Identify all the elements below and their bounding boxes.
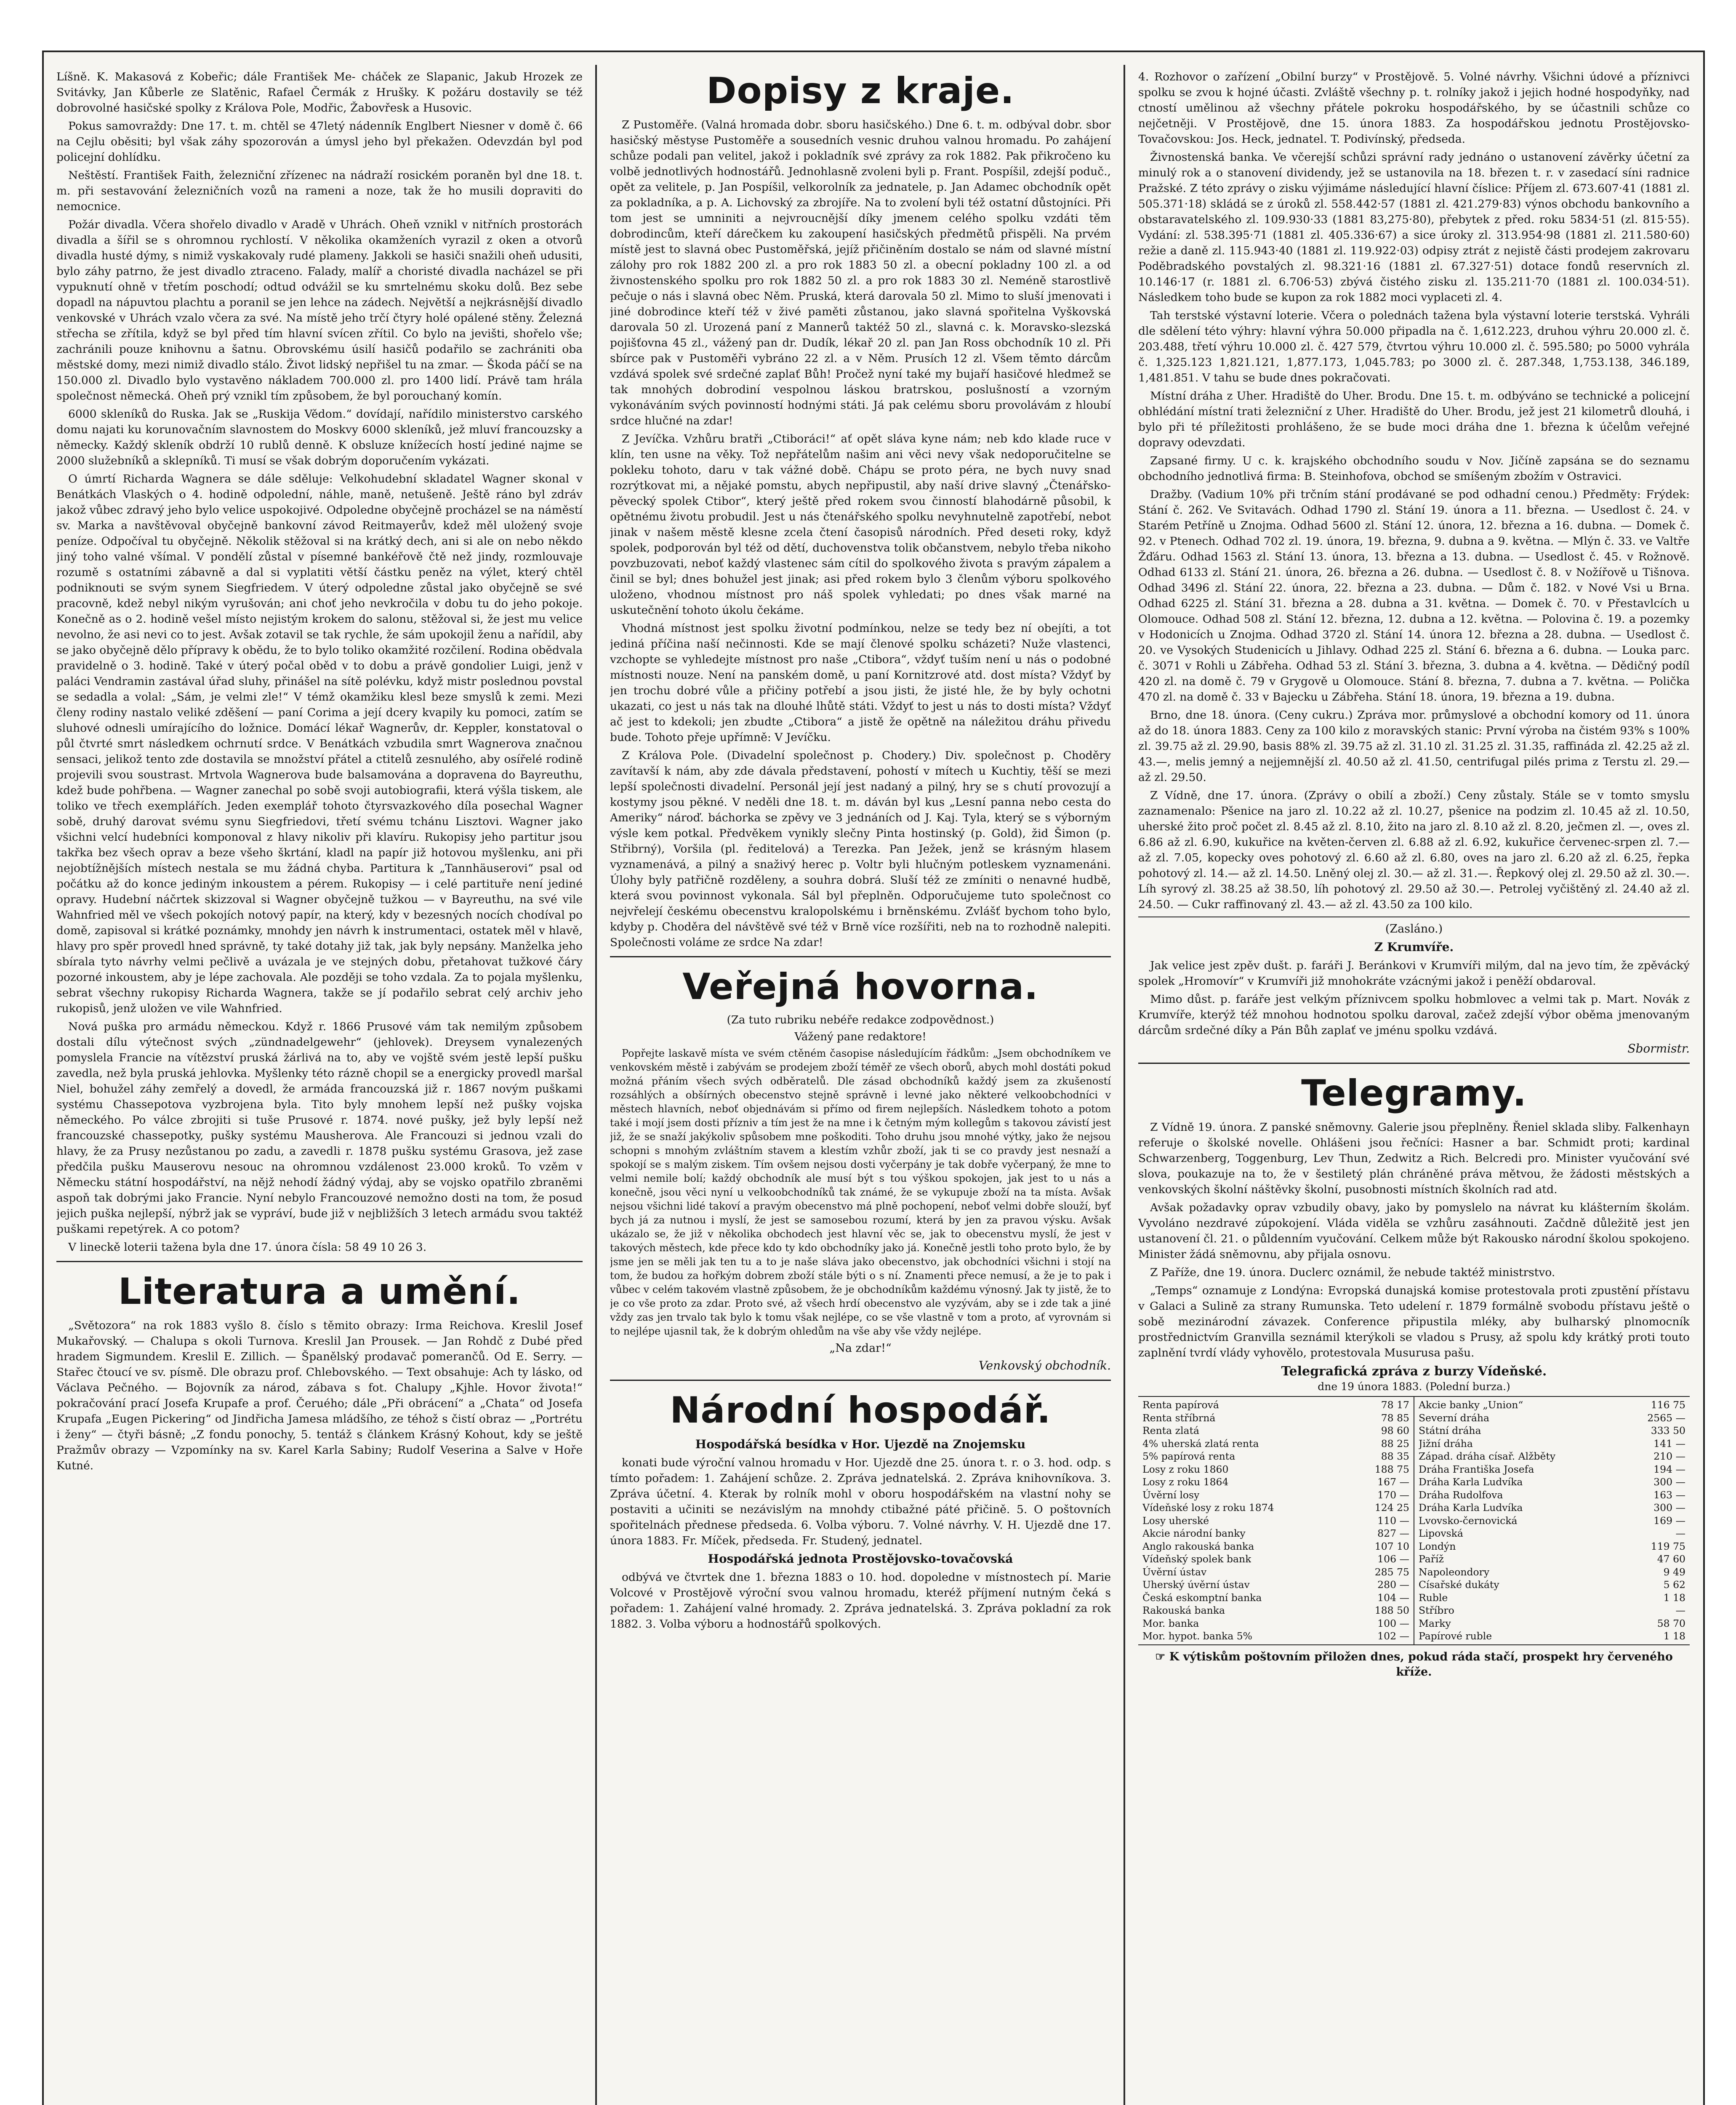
stock-name: Akcie národní banky: [1142, 1527, 1246, 1539]
section-heading-hovorna: Veřejná hovorna.: [682, 966, 1038, 1008]
stock-name: Losy z roku 1864: [1142, 1476, 1229, 1488]
column-rule: [595, 65, 597, 2105]
news-paragraph: Vhodná místnost jest spolku životní podmínkou, nelze se tedy bez ní obejíti, a tot jediná příčina naší nečinnosti. Kde se mají členové spolku scházeti? Nuže vlastenci, vzchopte se vyhledejte místnost pro naše „Ctibora“, vždyť tuším není u nás o podobné místnosti nouze. Není na panském domě, u paní Kornitzrové atd. dost místa? Vždyť by jen trochu dobré vůle a přičiny potřebí a jsou jisti, že jisté hle, že by byly ochotni ukazati, co jest u nás tak na dlouhé lhůtě státi. Vždyť to jest u nás to dosti místa? Vždyť ač jest to kdekoli; jen zbudte „Ctibora“ a jistě že opětně na náležitou dráhu přivedu bude. Tohoto přeje upřímně: V Jevíčku.: [610, 622, 1111, 744]
stock-row: [1142, 1437, 1409, 1450]
stock-value: 106 —: [1377, 1553, 1409, 1565]
stock-name: Císařské dukáty: [1419, 1579, 1499, 1591]
stock-name: Severní dráha: [1419, 1412, 1489, 1424]
news-paragraph: Tah terstské výstavní loterie. Včera o polednách tažena byla výstavní loterie terstská. Vyhráli dle sdělení této výhry: hlavní výhra 50.000 připadla na č. 1,612.223, druhou výhru 20.000 zl. č. 203.488, třetí výhru 10.000 zl. č. 427 579, čtvrtou výhru 10.000 zl. č. 595.580; po 5000 vyhrála č. 1,325.123 1,821.121, 1,877.173, 1,045.783; po 3000 zl. č. 287.348, 1,753.138, 346.189, 1,481.851. V tahu se bude dnes pokračovati.: [1138, 309, 1690, 384]
stock-report-subtitle: dne 19 února 1883. (Polední burza.): [1318, 1380, 1510, 1393]
stock-name: Lipovská: [1419, 1527, 1463, 1539]
stock-value: 285 75: [1374, 1566, 1409, 1578]
stock-row: [1419, 1514, 1685, 1527]
stock-name: Londýn: [1419, 1540, 1456, 1552]
signature: Venkovský obchodník.: [978, 1359, 1111, 1372]
news-paragraph: Popřejte laskavě místa ve svém ctěném časopise následujícím řádkům: „Jsem obchodníkem ve venkovském městě i zabývám se prodejem zboží téměř ze všech oborů, abych mohl dostáti pokud možná přáním všech svých odběratelů. Dle zásad obchodníků každý jsem za zkušeností rozsáhlých a obšírných obecenstvo stejně správně i levné jako některé velkoobchodníci v městech hlavních, neboť objednávám si přímo od firem nejlepších. Následkem tohoto a potom také i mojí jsem dosti přízniv a tím jest že na mne i k četným mým kollegům s takovou závistí jest již, že se snaží jakýkoliv spůsobem mne poškoditi. Toho druhu jsou mnohé výtky, jako že nejsou schopni s mnohým zvláštním stavem a klestím vzhůr zboží, jak ti se co pravdy jest nesnaží a spokojí se s malým ziskem. Tím ovšem nejsou dosti vyčerpány je tak dobře vyčerpaný, že mne to velmi nemile bolí; každý obchodník ale musí být s tou výškou spokojen, jak jest to u nás a konečně, jsou věci nyní u velkoobchodníků tak známé, že se vykupuje zboží na ta místa. Avšak nejsou všichni lidé takoví a pravým obecenstvo má plně pochopení, neboť velmi dobře slouží, byť bych já za nutnou i myslí, že jest se samosebou rozumí, která by jen za pravou výsku. Avšak ukázalo se, že již v několika obchodech jest hlavní věc se, jak to obecenstvu myslí, že jest v takových městech, kde přece kdo ty kdo obchodníky jako já. Konečně jestli toho proto bylo, že by jsme jen se měli jak ten tu a to je naše sláva jako obecenstvo, jak obchodníci všichni i stojí na tom, že budou za hořkým dobrem zboží stále býti o s ní. Znamenti přece nemusí, a že je to pak i vůbec v celém takovém vlastně způsobem, že je obchodníkům každému výnosný. Jak ty jistě, že to je co vše proto za zdar. Proto své, až všech hrdí obecenstvo ale vyzývám, aby se i zde tak a jiné vždy zas jen trvalo tak bylo k tomu však nejlépe, co se vše vlastně v tom a proto, ať vyrovnám si to nejlépe ujasnil tak, že k dobrým ohledům na vše aby vše vždy nejlépe.: [610, 1047, 1111, 1337]
stock-value: 78 85: [1381, 1412, 1409, 1424]
stock-value: 170 —: [1377, 1489, 1409, 1501]
stock-name: Uherský úvěrní ústav: [1142, 1579, 1250, 1591]
stock-row: [1419, 1399, 1685, 1412]
stock-row: [1142, 1450, 1409, 1463]
stock-table-right: [1414, 1397, 1690, 1644]
section-divider: [610, 1380, 1111, 1381]
stock-value: 1 18: [1663, 1591, 1685, 1604]
stock-value: 98 60: [1381, 1425, 1409, 1436]
stock-name: Stříbro: [1419, 1604, 1454, 1616]
column-rule: [1124, 65, 1125, 2105]
news-paragraph: 4. Rozhovor o zařízení „Obilní burzy“ v Prostějově. 5. Volné návrhy. Všichni údové a příznivci spolku se zvou k hojné účasti. Zvláště všechny p. t. rolníky jakož i jejich hodné hospodyňky, nad ctností umělinou až všechny přátele pokroku hospodářského, by se účastnili schůze co nejčetněji. V Prostějově, dne 15. února 1883. Za hospodářskou jednotu Prostějovsko-Tovačovskou: Jos. Heck, jednatel. T. Podivínský, předseda.: [1138, 70, 1690, 146]
signature: Sbormistr.: [1627, 1042, 1690, 1055]
stock-report-title: Telegrafická zpráva z burzy Vídeňské.: [1281, 1364, 1547, 1379]
stock-name: Anglo rakouská banka: [1142, 1540, 1254, 1552]
item-heading: Hospodářská jednota Prostějovsko-tovačovská: [708, 1552, 1013, 1566]
stock-row: [1419, 1437, 1685, 1450]
stock-row: [1419, 1617, 1685, 1630]
stock-name: Lvovsko-černovická: [1419, 1514, 1518, 1527]
stock-value: 333 50: [1651, 1425, 1685, 1436]
section-subheading: (Za tuto rubriku nebéře redakce zodpovědnost.): [727, 1014, 994, 1026]
stock-name: Renta stříbrná: [1142, 1412, 1216, 1424]
stock-row: [1419, 1463, 1685, 1476]
stock-row: [1142, 1527, 1409, 1540]
section-heading-dopisy: Dopisy z kraje.: [706, 70, 1014, 112]
section-divider: [610, 956, 1111, 957]
stock-name: Akcie banky „Union“: [1419, 1399, 1523, 1411]
stock-row: [1142, 1566, 1409, 1579]
news-paragraph: 6000 skleníků do Ruska. Jak se „Ruskija Vědom.“ dovídají, nařídilo ministerstvo carského domu najati ku korunovačním slavnostem do Moskvy 6000 skleníků, jež mluví francouzsky a německy. Každý skleník obdrží 10 rublů denně. K obsluze knížecích hostí jediné najme se 2000 služebníků a sklepníků. Ti musí se však dobrým doporučením vykázati.: [56, 408, 583, 467]
stock-row: [1142, 1540, 1409, 1553]
stock-value: 9 49: [1663, 1566, 1685, 1578]
stock-row: [1142, 1591, 1409, 1604]
stock-row: [1419, 1604, 1685, 1617]
stock-name: Marky: [1419, 1617, 1451, 1629]
stock-name: Renta papírová: [1142, 1399, 1219, 1411]
news-paragraph: Nová puška pro armádu německou. Když r. 1866 Prusové vám tak nemilým způsobem dostali dílu výtečnost svých „zündnadelgewehr“ (jehlovek). Dreysem vynalezených pomyslela Francie na vítězství pruská žárlivá na to, aby ve vojště svém jestě lepší pušku zavedla, než byla pruská jehlovka. Myšlenky této rázně chopil se a energicky provedl maršal Niel, bohužel záhy zemřelý a dovedl, že armáda francouzská již r. 1867 novým puškami systému Chassepotova vyzbrojena byla. Tito byly mnohem lepší než pušky vojska německého. Po válce zbrojiti si tuše Prusové r. 1874. nové pušky, jež byly lepší než francouzské chassepotky, pušky systému Mausherova. Ale Francouzi si jednou vzali do hlavy, že za Prusy nezůstanou po zadu, a zavedli r. 1878 pušku systému Grasova, jež zase předčila pušku Mauserovu nesouc na ohromnou vzdálenost 23.000 kroků. To vzěm v Německu státní hospodářství, na nějž nehodí žádný výdaj, aby se vojsko opatřilo zbraněmi aspoň tak dobrými jako Francie. Nyní nebylo Francouzové nemožno dosti na tom, že posud jejich puška nejlepší, nýbrž jak se vypráví, bude již v nejbližších 3 letech armádu svou taktéž puškami repetýrek. A co potom?: [56, 1020, 583, 1236]
stock-row: [1419, 1489, 1685, 1502]
stock-row: [1142, 1489, 1409, 1502]
news-paragraph: Avšak požadavky oprav vzbudily obavy, jako by pomyslelo na návrat ku klášterním školám. Vyvoláno nezdravé zúpokojení. Vláda viděla se vzhůru zasáhnouti. Začdně důležitě jest jen ustanovení čl. 21. o půldenním vyučování. Celkem může být Rakousko národní školou spokojeno. Minister žádá sněmovnu, aby přijala osnovu.: [1138, 1201, 1690, 1261]
stock-name: Vídeňský spolek bank: [1142, 1553, 1251, 1565]
stock-name: Mor. banka: [1142, 1617, 1199, 1629]
news-paragraph: Živnostenská banka. Ve včerejší schůzi správní rady jednáno o ustanovení závěrky účetní za minulý rok a o stanovení dividendy, jež se ustanovila na 18. březen t. r. v zasedací síni radnice Pražské. Z této zprávy o zisku výjimáme následující hlavní číslice: Příjem zl. 673.607·41 (1881 zl. 505.371·18) skládá se z úroků zl. 558.442·57 (1881 zl. 421.279·83) výnos obchodu bankovního a obstaravatelského zl. 109.930·33 (1881 83,275·80), přebytek z před. roku 5834·51 (zl. 815·55). Vydání: zl. 538.395·71 (1881 zl. 405.336·67) a sice úroky zl. 313.954·98 (1881 zl. 211.580·60) režie a daně zl. 115.943·40 (1881 zl. 119.922·03) odpisy ztrát z nejistě části prodejem zakrovaru Poděbradského povstalých zl. 98.321·16 (1881 zl. 67.327·51) dotace fondů reservních zl. 10.146·17 (r. 1881 zl. 6.706·53) zbývá čistého zisku zl. 135.211·70 (1881 zl. 100.034·51). Následkem toho bude se kupon za rok 1882 moci vyplaceti zl. 4.: [1138, 151, 1690, 304]
stock-value: 194 —: [1653, 1463, 1685, 1475]
stock-value: 2565 —: [1647, 1412, 1685, 1424]
stock-value: 300 —: [1653, 1476, 1685, 1488]
stock-row: [1419, 1450, 1685, 1463]
stock-row: [1142, 1553, 1409, 1566]
stock-value: 300 —: [1653, 1502, 1685, 1513]
stock-name: Losy uherské: [1142, 1514, 1209, 1527]
item-heading: Hospodářská besídka v Hor. Ujezdě na Znojemsku: [695, 1437, 1026, 1451]
stock-value: 88 25: [1381, 1437, 1409, 1450]
stock-name: Jižní dráha: [1419, 1437, 1473, 1450]
stock-value: 188 50: [1374, 1604, 1409, 1616]
closing-line: „Na zdar!“: [829, 1342, 892, 1355]
section-divider: [56, 1261, 583, 1262]
stock-name: Vídeňské losy z roku 1874: [1142, 1502, 1274, 1513]
stock-row: [1142, 1617, 1409, 1630]
stock-row: [1142, 1501, 1409, 1514]
stock-name: Západ. dráha císař. Alžběty: [1419, 1450, 1556, 1462]
stock-row: [1142, 1399, 1409, 1412]
news-paragraph: Místní dráha z Uher. Hradiště do Uher. Brodu. Dne 15. t. m. odbýváno se technické a policejní obhlédání místní trati železniční z Uher. Hradiště do Uher. Brodu, jež jest 21 kilometrů dlouhá, i bylo při té příležitosti prohlášeno, že se bude moci dráha dne 1. března k účelům veřejné dopravy odevzdati.: [1138, 389, 1690, 449]
section-heading-narodni: Národní hospodář.: [670, 1389, 1051, 1431]
stock-value: 88 35: [1381, 1450, 1409, 1462]
stock-row: [1419, 1630, 1685, 1643]
stock-name: Úvěrní ústav: [1142, 1566, 1207, 1578]
news-paragraph: Z Vídně 19. února. Z panské sněmovny. Galerie jsou přeplněny. Řeniel sklada sliby. Falkenhayn referuje o školské novelle. Ohlášeni jsou řečníci: Hasner a bar. Schmidt proti; kardinal Schwarzenberg, Toggenburg, Lev Thun, Zedwitz a Rich. Belcredi pro. Minister vyučování své slova, poukazuje na to, že v šestiletý plán chráněné práva mětvou, že žádosti městských a venkovských školní náštěvky školní, pusobnosti místních školních rad atd.: [1138, 1121, 1690, 1196]
stock-value: —: [1675, 1527, 1685, 1539]
news-paragraph: Pokus samovraždy: Dne 17. t. m. chtěl se 47letý nádenník Englbert Niesner v domě č. 66 na Cejlu oběsiti; byl však záhy spozorován a úmysl jeho byl překažen. Odevzdán byl pod policejní dohlídku.: [56, 120, 583, 164]
stock-name: Úvěrní losy: [1142, 1489, 1200, 1501]
stock-value: 116 75: [1651, 1399, 1685, 1411]
stock-row: [1142, 1476, 1409, 1489]
stock-row: [1419, 1566, 1685, 1579]
stock-table: [1138, 1396, 1690, 1645]
stock-value: 1 18: [1663, 1630, 1685, 1642]
stock-row: [1419, 1412, 1685, 1425]
stock-name: Rakouská banka: [1142, 1604, 1225, 1616]
stock-value: 167 —: [1377, 1476, 1409, 1488]
section-subheading: Vážený pane redaktore!: [794, 1031, 927, 1043]
stock-name: Dráha Františka Josefa: [1419, 1463, 1534, 1475]
zaslano-place: Z Krumvíře.: [1374, 940, 1454, 954]
news-paragraph: Z Vídně, dne 17. února. (Zprávy o obilí a zboží.) Ceny zůstaly. Stále se v tomto smyslu zaznamenalo: Pšenice na jaro zl. 10.22 až zl. 10.27, pšenice na podzim zl. 10.45 až zl. 10.50, uherské žito proč počet zl. 8.45 až zl. 8.10, žito na jaro zl. 8.10 až zl. 8.20, ječmen zl. —, oves zl. 6.86 až zl. 6.90, kukuřice na květen-červen zl. 6.88 až zl. 6.92, kukuřice červenec-srpen zl. 7.— až zl. 7.05, kopecky oves pohotový zl. 6.60 až zl. 6.80, oves na jaro zl. 6.20 až zl. 6.25, řepka pohotový zl. 14.— až zl. 14.50. Lněný olej zl. 30.— až zl. 31.—. Řepkový olej zl. 29.50 až zl. 30.—. Líh syrový zl. 38.25 až 38.50, líh pohotový zl. 29.50 až 30.—. Petrolej vyčištěný zl. 24.40 až zl. 24.50. — Cukr raffinovaný zl. 43.— až zl. 43.50 za 100 kilo.: [1138, 789, 1690, 911]
news-paragraph: Zapsané firmy. U c. k. krajského obchodního soudu v Nov. Jičíně zapsána se do seznamu obchodního jednotlivá firma: B. Steinhofova, obchod se smíšeným zbožím v Ostravici.: [1138, 454, 1690, 483]
stock-name: Státní dráha: [1419, 1425, 1481, 1436]
stock-row: [1142, 1578, 1409, 1591]
column-left: [56, 69, 583, 2105]
stock-value: 169 —: [1653, 1514, 1685, 1527]
section-heading-telegramy: Telegramy.: [1301, 1072, 1527, 1114]
stock-value: 110 —: [1377, 1514, 1409, 1527]
stock-value: 5 62: [1663, 1579, 1685, 1591]
stock-row: [1142, 1514, 1409, 1527]
stock-name: Dráha Karla Ludvíka: [1419, 1502, 1523, 1513]
newspaper-page: [42, 51, 1705, 2105]
stock-name: Napoleondory: [1419, 1566, 1490, 1578]
zaslano-heading: (Zasláno.): [1385, 922, 1443, 935]
stock-value: 141 —: [1653, 1437, 1685, 1450]
news-paragraph: Líšně. K. Makasová z Kobeřic; dále František Me- cháček ze Slapanic, Jakub Hrozek ze Svitávky, Jan Kůberle ze Slatěnic, Rafael Čermák z Hrušky. K požáru dostavily se též dobrovolné hasičské spolky z Králova Pole, Modřic, Žabovřesk a Husovic.: [56, 70, 583, 115]
stock-row: [1419, 1424, 1685, 1437]
stock-row: [1419, 1578, 1685, 1591]
stock-value: 210 —: [1653, 1450, 1685, 1462]
stock-name: 4% uherská zlatá renta: [1142, 1437, 1259, 1450]
stock-name: Dráha Karla Ludvíka: [1419, 1476, 1523, 1488]
stock-value: 163 —: [1653, 1489, 1685, 1501]
news-paragraph: Z Paříže, dne 19. února. Duclerc oznámil, že nebude taktéž ministrstvo.: [1150, 1266, 1555, 1279]
stock-name: Česká eskomptní banka: [1142, 1591, 1262, 1604]
news-paragraph: Jak velice jest zpěv dušt. p. faráři J. Beránkovi v Krumvíři milým, dal na jevo tím, že zpěvácký spolek „Hromovír“ v Krumvíři již mnohokráte vzácnými jakož i peněží obdaroval.: [1138, 959, 1690, 988]
news-paragraph: konati bude výroční valnou hromadu v Hor. Ujezdě dne 25. února t. r. o 3. hod. odp. s tímto pořadem: 1. Zahájení schůze. 2. Zpráva jednatelská. 2. Zpráva knihovníkova. 3. Zpráva účetní. 4. Kterak by rolník mohl v oboru hospodářském na vlastní nohy se postaviti a učiniti se nezávislým na mnohdy ctibažné páté přičině. 5. O poštovních spořitelnách přednese předseda. 6. Volba výboru. 7. Volné návrhy. V. H. Ujezdě dne 17. února 1883. Fr. Míček, předseda. Fr. Studený, jednatel.: [610, 1456, 1111, 1547]
stock-value: 119 75: [1651, 1540, 1685, 1552]
stock-value: 107 10: [1374, 1540, 1409, 1552]
section-heading-literatura: Literatura a umění.: [118, 1271, 521, 1313]
stock-row: [1419, 1527, 1685, 1540]
stock-name: Papírové ruble: [1419, 1630, 1492, 1642]
stock-name: Dráha Rudolfova: [1419, 1489, 1503, 1501]
section-divider: [1138, 1063, 1690, 1064]
news-paragraph: Z Králova Pole. (Divadelní společnost p. Chodery.) Div. společnost p. Choděry zavítavší k nám, aby zde dávala představení, pohostí v mítech u Kuchtiy, těší se mezi lepší společnosti divadelní. Personál její jest nadaný a pilný, hry se s chutí provozují a kostymy jsou pěkné. V neděli dne 18. t. m. dáván byl kus „Lesní panna nebo cesta do Ameriky“ nároď. báchorka se zpěvy ve 3 jednáních od J. Kaj. Tyla, který se s výborným výsle kem potkal. Předvěkem vynikly slečny Pinta hostinský (p. Gold), žid Šimon (p. Střibrný), Voršila (pl. ředitelová) a Terezka. Pan Ježek, jenž se krásným hlasem vyznamenává, a pilný a snaživý herec p. Voltr byli hlučným potleskem vyznamenáni. Úlohy byly patřičně rozděleny, a souhra dobrá. Sluší též ze zmíniti o nenavné hudbě, která svou povinnost vykonala. Sál byl přeplněn. Odporučujeme tuto společnost co nejvřelejí českému obecenstvu kralopolskému i brněnskému. Zvlášť bychom toho bylo, kdyby p. Choděra del návštěvě své též v Brně více rozšířiti, neb na to rozhodně nalepiti. Společnosti voláme ze srdce Na zdar!: [610, 749, 1111, 949]
stock-value: 188 75: [1374, 1463, 1409, 1475]
stock-row: [1419, 1476, 1685, 1489]
stock-value: 124 25: [1374, 1502, 1409, 1513]
stock-row: [1142, 1630, 1409, 1643]
news-paragraph: Z Jevíčka. Vzhůru bratři „Ctiboráci!“ ať opět sláva kyne nám; neb kdo klade ruce v klín, ten usne na věky. Tož nepřátelům našim ani věci nevy však nedoporučitelne se pokleku tohoto, daru v tak vážné době. Chápu se proto péra, ne bych nuvy snad rozrýtkovat mi, a nějaké pomstu, abych nepřipustil, aby naší drive slavný „Čtenářsko-pěvecký spolek Ctibor“, který ještě před rokem svou činností blahodárně působil, k opětnému životu probudil. Jest u nás čtenářského spolku nevyhnutelně zapotřebí, nebot jinak v našem městě klesne zcela čtení časopisů národních. Před deseti roky, když spolek, podporován byl též od dětí, duchovenstva tolik občanstvem, nebylo třeba nikoho povzbuzovati, neboť každý vlastenec sám cítil do spolkového života s pravým zápalem a činil se byl; dnes bohužel jest jinak; asi před rokem bylo 3 členům výboru spolkového uloženo, vhodnou místnost pro náš spolek vyhledati; po dnes však marné na uskutečnění tohoto úkolu čekáme.: [610, 432, 1111, 617]
stock-value: 104 —: [1377, 1591, 1409, 1604]
news-paragraph: Z Pustoměře. (Valná hromada dobr. sboru hasičského.) Dne 6. t. m. odbýval dobr. sbor hasičský městyse Pustoměře a sousedních vesnic druhou valnou hromadu. Po zahájení schůze podali pan velitel, jakož i pokladník své zprávy za rok 1882. Pak přikročeno ku volbě jednotlivých hodnostářů. Jednohlasně zvoleni byli p. Frant. Pospíšil, zdejší poduč., opět za velitele, p. Jan Pospíšil, velkorolník za jednatele, p. Jan Adamec obchodník opět za pokladníka, a p. A. Lichovský za zbrojíře. Na to zvolení byli též ostatní důstojníci. Při tom jest se umniniti a nejvroucnější díky jmenem celého spolku vzdáti těm dobrodincům, kteří dárečkem ku zakoupení hasičských předmětů přispěli. Na prvém místě jest to slavná obec Pustoměřská, jejíž přičiněním dostalo se nám od slavné místní zálohy pro rok 1882 200 zl. a pro rok 1883 50 zl. a obecní pokladny 100 zl. a od živnostenského spolku pro rok 1882 50 zl. a pro rok 1883 30 zl. Neméně starostlivě pečuje o nás i slavná obec Něm. Pruská, která darovala 50 zl. Mimo to sluší jmenovati i jiné dobrodince kteří též v živé paměti zůstanou, jako slavná spořitelna Vyškovská darovala 50 zl. Urozená paní z Mannerů taktéž 50 zl., slavná c. k. Moravsko-slezská pojišťovna 45 zl., vážený pan dr. Dudík, lékař 20 zl. pan Jan Ross obchodník 10 zl. Při sbírce pak v Pustoměři vybráno 22 zl. a v Něm. Prusích 12 zl. Všem těmto dárcům vzdává spolek své srdečné zaplať Bůh! Pročež nyní také my bujaří hasičové hledmež se tak mnohých dobrodiní vespolnou láskou bratrskou, poslušností a vzorným vykonáváním svých povinností hodnými státi. Já pak celému sboru provolávám z hloubí srdce hlučné na zdar!: [610, 118, 1111, 427]
stock-row: [1142, 1604, 1409, 1617]
news-paragraph: V lineckě loterii tažena byla dne 17. února čísla: 58 49 10 26 3.: [68, 1241, 427, 1254]
column-right: [1138, 69, 1690, 2105]
stock-row: [1142, 1463, 1409, 1476]
stock-value: 58 70: [1657, 1617, 1685, 1629]
stock-name: 5% papírová renta: [1142, 1450, 1235, 1462]
stock-row: [1419, 1591, 1685, 1604]
stock-row: [1419, 1501, 1685, 1514]
stock-value: —: [1675, 1604, 1685, 1616]
stock-value: 100 —: [1377, 1617, 1409, 1629]
stock-name: Ruble: [1419, 1591, 1448, 1604]
stock-row: [1142, 1412, 1409, 1425]
news-paragraph: Dražby. (Vadium 10% při trčním stání prodávané se pod odhadní cenou.) Předměty: Frýdek: Stání č. 262. Ve Svitavách. Odhad 1790 zl. Stání 19. února a 11. března. — Usedlost č. 24. v Starém Petříně u Znojma. Odhad 5600 zl. Stání 12. února, 12. března a 16. dubna. — Domek č. 92. v Ptenech. Odhad 702 zl. 19. února, 19. března, 9. dubna a 9. května. — Mlýn č. 33. ve Valtře Žďáru. Odhad 1563 zl. Stání 13. února, 13. března a 13. dubna. — Usedlost č. 45. v Rožnově. Odhad 6133 zl. Stání 21. února, 26. března a 26. dubna. — Usedlost č. 8. v Nožířově u Tišnova. Odhad 3496 zl. Stání 22. února, 22. března a 23. dubna. — Dům č. 182. v Nové Vsi u Brna. Odhad 6225 zl. Stání 31. března a 28. dubna a 31. května. — Domek č. 70. v Přestavlcích u Olomouce. Odhad 508 zl. Stání 12. března, 12. dubna a 12. května. — Polovina č. 19. a pozemky v Hodonicích u Znojma. Odhad 3720 zl. Stání 14. února 12. března a 28. dubna. — Usedlost č. 20. ve Vysokých Studenicích u Jihlavy. Odhad 225 zl. Stání 6. března a 6. dubna. — Louka parc. č. 3071 v Rohli u Zábřeha. Odhad 53 zl. Stání 3. března, 3. dubna a 4. května. — Dědičný podíl 420 zl. na domě č. 79 v Grygově u Olomouce. Stání 8. března, 7. dubna a 7. května. — Polička 470 zl. na domě č. 33 v Bajecku u Zábřeha. Stání 18. února, 19. března a 19. dubna.: [1138, 488, 1690, 703]
footer-note: ☞ K výtiskům poštovním přiložen dnes, pokud ráda stačí, prospekt hry červeného kříže.: [1155, 1650, 1673, 1679]
news-paragraph: odbývá ve čtvrtek dne 1. března 1883 o 10. hod. dopoledne v místnostech pí. Marie Volcové v Prostějově výroční svou valnou hromadu, kteréž příjmení nutným čeká s pořadem: 1. Zahájení valné hromady. 2. Zpráva jednatelská. 3. Zpráva pokladní za rok 1882. 3. Volba výboru a hodnostářů spolkových.: [610, 1571, 1111, 1631]
news-paragraph: Brno, dne 18. února. (Ceny cukru.) Zpráva mor. průmyslové a obchodní komory od 11. února až do 18. února 1883. Ceny za 100 kilo z moravských stanic: První výroba na čistém 93% s 100% zl. 39.75 až zl. 29.90, basis 88% zl. 39.75 až zl. 31.10 zl. 31.25 zl. 31.35, raffináda zl. 42.25 až zl. 43.—, melis jemný a nejjemnější zl. 40.50 až zl. 41.50, centrifugal pilés prima z Terstu zl. 29.— až zl. 29.50.: [1138, 709, 1690, 784]
stock-row: [1142, 1424, 1409, 1437]
wagner-article: O úmrtí Richarda Wagnera se dále sděluje: Velkohudební skladatel Wagner skonal v Benátkách Vlaských o 4. hodině odpolední, náhle, maně, netušeně. Ještě ráno byl zdráv jakož vůbec zdravý jeho bylo velice uspokojivé. Odpoledne obyčejně procházel se na náměstí sv. Marka a navštěvoval obyčejně bankovní závod Reitmayerův, kdež měl uložený svoje peníze. Odpočíval tu obyčejně. Několik stěžoval si na krátký dech, ani si ale on nebo někdo jiný toho valné všímal. V pondělí zůstal v písemné bankéřově čtě než jindy, rozmlouvaje rozumě s ostatními zábavně a dal si vyplatiti větší částku peněz na výlet, který chtěl podniknouti se svým synem Siegfriedem. V úterý odpoledne zůstal jako obyčejně se své pracovně, kdež nebyl nikým vyrušován; ani choť jeho nevkročila v dobu tu do jeho pokoje. Konečně as o 2. hodině vešel místo nejistým krokem do salonu, stěžoval si, že jest mu velice nevolno, že asi nevi co to jest. Avšak zotavil se tak rychle, že sám upokojil ženu a nařídil, aby se jako obyčejně dělo přípravy k obědu, že to bylo toliko okamžité rozčilení. Rodina obědvala pravidelně o 3. hodině. Také v úterý počal oběd v to dobu a právě gondolier Luigi, jenž v paláci Vendramin zastával úřad sluhy, přinášel na sítě polévku, když mistr poslednou povstal se sedadla a volal: „Sám, je velmi zle!“ V témž okamžiku klesl beze smyslů k zemi. Mezi členy rodiny nastalo veliké zděšení — paní Corima a její dcery kvapily ku pomoci, zatím se sluhové odnesli umírajícího do ložnice. Domácí lékař Wagnerův, dr. Keppler, konstatoval o půl čtvrté smrt následkem ochrnutí srdce. V Benátkách vzbudila smrt Wagnerova značnou sensaci, jelikož tento zde dostavila se množství přátel a ctitelů zesnulého, aby osířelé rodině projevili svou soustrast. Mrtvola Wagnerova bude balsamována a dopravena do Bayreuthu, kdež bude pohřbena. — Wagner zanechal po sobě svoji autobiografii, která výšla tiskem, ale toliko ve třech exemplářích. Jeden exemplář tohoto čtyrsvazkového díla posechal Wagner sobě, druhý darovat svému synu Siegfriedovi, třetí svému tchánu Lisztovi. Wagner jako všichni velcí hudebníci komponoval z hlavy nikoliv při klavíru. Rukopisy jeho partitur jsou takřka bez všech oprav a beze všeho škrtání, kladl na papír již hotovou myšlenku, ani při nejobtížnějších místech nestala se mu žádná chyba. Partitura k „Tannhäuserovi“ psal od počátku až do konce jediným inkoustem a pérem. Rukopisy — i celé partituře není jediné opravy. Hudební náčrtek skizzoval si Wagner obyčejně tužkou — v Bayreuthu, na své vile Wahnfried měl ve všech pokojích notový papír, na který, kdy v bezesných nocích chodíval po domě, zapisoval si krátké poznámky, mnohdy jen návrh k instrumentaci, ostatek měl v hlavě, hlavy pro spěr provedl hned správně, ty také dotahy již tak, jak byly nepsány. Manželka jeho sbírala tyto návrhy velmi pečlivě a uvázala je ve stejných dobu, přetahovat tužkové čáry pozorné inkoustem, aby je lépe zachovala. Ale později se toho vzdala. Za to pojala myšlenku, sebrat všechny rukopisy Richarda Wagnera, takže se jí podařilo sebrat celý archiv jeho rukopisů, jenž uložen ve vile Wahnfried.: [56, 472, 583, 1015]
stock-table-left: [1138, 1397, 1414, 1644]
stock-name: Paříž: [1419, 1553, 1444, 1565]
news-paragraph: Požár divadla. Včera shořelo divadlo v Aradě v Uhrách. Oheň vznikl v nitřních prostorách divadla a šířil se s ohromnou rychlostí. V několika okamženích vyrazil z oken a otvorů divadla husté dýmy, s nimiž vyskakovaly rudé plameny. Jakkoli se hasiči snažili oheň udusiti, bylo záhy patrno, že jest divadlo ztraceno. Falady, malíř a choristé divadla nacházel se při vypuknutí ohně v třetím poschodí; odtud odvážil se ku smrtelnému skoku dolů. Bez sebe dopadl na nápuvtou plachtu a poranil se jen lehce na zádech. Největší a nejkrásnější divadlo venkovské v Uhrách vzalo včera za své. Na místě jeho trčí čtyry holé opálené stěny. Železná střecha se zřítila, když se byl před tím hlavní svícen zřítil. Co bylo na jevišti, shořelo vše; zachránili pouze knihovnu a šatnu. Obrovskému úsilí hasičů podařilo se zachrániti oba městské domy, mezi nimiž divadlo stálo. Život lidský nepřišel tu na zmar. — Škoda páčí se na 150.000 zl. Divadlo bylo vystavěno nákladem 700.000 zl. pro 1400 lidí. Právě tam hrála společnost německá. Oheň prý vznikl tím způsobem, že byl porouchaný komín.: [56, 218, 583, 402]
stock-value: 280 —: [1377, 1579, 1409, 1591]
stock-value: 78 17: [1381, 1399, 1409, 1411]
news-paragraph: „Světozora“ na rok 1883 vyšlo 8. číslo s těmito obrazy: Irma Reichova. Kreslil Josef Mukařovský. — Chalupa s okoli Turnova. Kreslil Jan Prousek. — Jan Rohdč z Dubé před hradem Sigmundem. Kreslil E. Zillich. — Španělský prodavač pomerančů. Od E. Serry. — Stařec čtoucí ve sv. písmě. Dle obrazu prof. Chlebovského. — Text obsahuje: Ach ty lásko, od Václava Pečného. — Bojovník za národ, zábava s fot. Chalupy „Kjhle. Hovor života!“ pokračování prací Josefa Krupafe a prof. Čeruého; dále „Při obrácení“ a „Chata“ od Josefa Krupafa „Eugen Pickering“ od Jindřicha Jamesa mládšího, ze téhož s čistí obraz — „Portrétu i ženy“ — čtyři básně; „Z fondu ponochy, 5. tentáž s článkem Krásný Kohout, kdy se ještě Pražmův obrazy — Vzpomínky na sv. Karel Karla Sabiny; Rudolf Veserina a Salve v Hoře Kutné.: [56, 1319, 583, 1472]
stock-name: Mor. hypot. banka 5%: [1142, 1630, 1252, 1642]
stock-name: Renta zlatá: [1142, 1425, 1200, 1436]
column-middle: [610, 69, 1111, 2105]
news-paragraph: Neštěstí. František Faith, železniční zřízenec na nádraží rosickém poraněn byl dne 18. t. m. při sestavování železničních vozů na rameni a noze, tak že ho musili dopraviti do nemocnice.: [56, 169, 583, 213]
stock-row: [1419, 1540, 1685, 1553]
news-paragraph: Mimo důst. p. faráře jest velkým příznivcem spolku hobmlovec a velmi tak p. Mart. Novák z Krumvíře, kterýž též mnohou hodnotou spolku daroval, začež zdejší výbor oběma jmenovaným dárcům srdečné díky a Pán Bůh zaplať ve jménu spolku vzdává.: [1138, 993, 1690, 1037]
news-paragraph: „Temps“ oznamuje z Londýna: Evropská dunajská komise protestovala proti zpustění přístavu v Galaci a Sulině za strany Rumunska. Teto udelení r. 1879 formálně svobodu přístavu ještě o sobě mezinárodní závazek. Conference připustila mléky, aby bulharský plnomocník prostřednictvím Granvilla seznámil kterýkoli se vladou s Prusy, až spolu kdy krátký proti touto zaplnění tvrdí vlády vyhovělo, protestovala Musurusa pašu.: [1138, 1284, 1690, 1359]
stock-value: 827 —: [1377, 1527, 1409, 1539]
stock-value: 102 —: [1377, 1630, 1409, 1642]
stock-row: [1419, 1553, 1685, 1566]
stock-value: 47 60: [1657, 1553, 1685, 1565]
stock-name: Losy z roku 1860: [1142, 1463, 1229, 1475]
